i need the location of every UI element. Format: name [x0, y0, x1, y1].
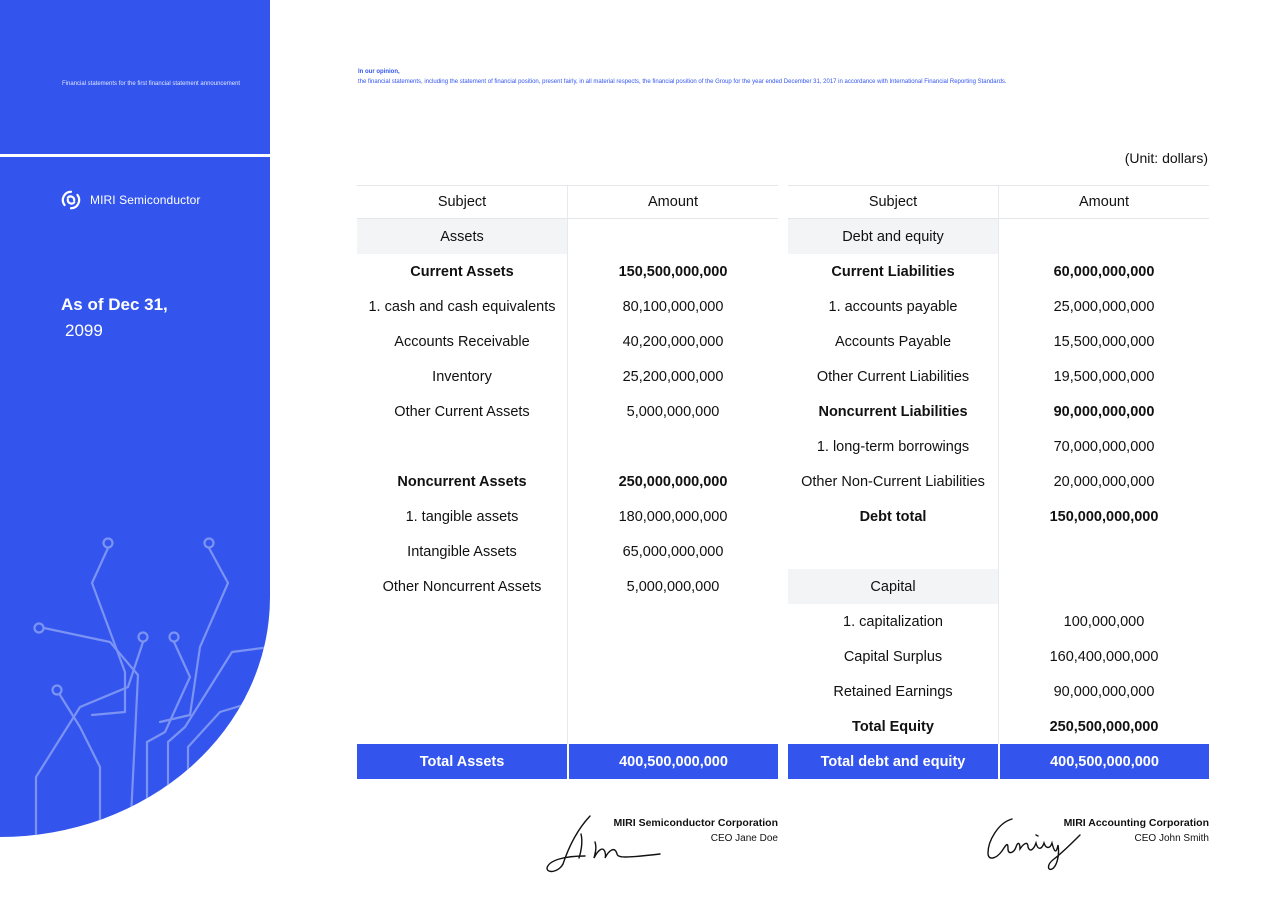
row-amount: 19,500,000,000	[998, 359, 1209, 394]
row-subject: Debt and equity	[788, 219, 998, 254]
table-row	[357, 394, 778, 429]
table-header-row	[357, 185, 778, 219]
row-amount	[567, 219, 778, 254]
row-amount: 25,000,000,000	[998, 289, 1209, 324]
row-amount: 80,100,000,000	[567, 289, 778, 324]
table-row	[357, 289, 778, 324]
signatory-name: CEO John Smith	[1134, 833, 1209, 844]
row-amount	[567, 709, 778, 744]
row-subject: Capital	[788, 569, 998, 604]
row-subject: Other Noncurrent Assets	[382, 578, 542, 595]
table-row	[357, 219, 778, 254]
row-subject: Capital Surplus	[843, 648, 943, 665]
table-row	[788, 219, 1209, 254]
row-amount: 15,500,000,000	[998, 324, 1209, 359]
row-amount: 150,000,000,000	[998, 499, 1209, 534]
signature-block-auditor	[990, 816, 1209, 846]
row-subject: Other Non-Current Liabilities	[801, 473, 985, 490]
table-row	[788, 709, 1209, 744]
row-subject: Current Liabilities	[831, 263, 955, 280]
row-amount: 100,000,000	[998, 604, 1209, 639]
sidebar-panel	[0, 157, 270, 837]
row-subject: Noncurrent Liabilities	[818, 403, 968, 420]
as-of-date	[61, 292, 168, 344]
row-subject: Assets	[357, 219, 567, 254]
row-amount: 250,000,000,000	[567, 464, 778, 499]
row-subject: Intangible Assets	[407, 543, 517, 560]
row-subject	[357, 429, 567, 464]
table-row	[357, 534, 778, 569]
row-subject: 1. accounts payable	[828, 298, 958, 315]
row-amount	[567, 674, 778, 709]
total-amount: 400,500,000,000	[567, 744, 778, 779]
row-amount	[998, 534, 1209, 569]
row-amount	[567, 639, 778, 674]
table-row	[357, 569, 778, 604]
total-debt-equity-row	[788, 744, 1209, 779]
as-of-label: As of Dec 31,	[61, 295, 168, 314]
row-amount: 150,500,000,000	[567, 254, 778, 289]
table-row	[788, 254, 1209, 289]
table-row	[357, 499, 778, 534]
signatory-organization: MIRI Accounting Corporation	[1063, 817, 1209, 829]
table-row	[788, 429, 1209, 464]
signatory-organization: MIRI Semiconductor Corporation	[613, 817, 778, 829]
row-amount	[998, 219, 1209, 254]
row-subject: Debt total	[859, 508, 927, 525]
table-row	[788, 534, 1209, 569]
row-amount	[998, 569, 1209, 604]
table-row	[788, 289, 1209, 324]
row-subject	[357, 639, 567, 674]
row-amount: 60,000,000,000	[998, 254, 1209, 289]
total-amount: 400,500,000,000	[998, 744, 1209, 779]
table-row	[788, 359, 1209, 394]
table-row	[788, 499, 1209, 534]
unit-label: (Unit: dollars)	[1124, 150, 1208, 166]
signature-block-company	[560, 816, 778, 846]
row-amount: 5,000,000,000	[567, 569, 778, 604]
row-subject: 1. capitalization	[843, 613, 943, 630]
table-row	[357, 604, 778, 639]
logo-mark-icon	[60, 189, 82, 211]
circuit-decoration-icon	[0, 537, 270, 837]
row-amount: 25,200,000,000	[567, 359, 778, 394]
company-logo	[60, 189, 201, 211]
row-amount: 180,000,000,000	[567, 499, 778, 534]
table-row	[357, 254, 778, 289]
row-subject: Retained Earnings	[833, 683, 953, 700]
table-row	[788, 604, 1209, 639]
row-subject: Inventory	[432, 368, 492, 385]
row-amount: 160,400,000,000	[998, 639, 1209, 674]
row-amount: 70,000,000,000	[998, 429, 1209, 464]
row-subject	[788, 534, 998, 569]
total-assets-row	[357, 744, 778, 779]
row-amount: 90,000,000,000	[998, 394, 1209, 429]
signatory-name: CEO Jane Doe	[710, 833, 778, 844]
row-amount: 250,500,000,000	[998, 709, 1209, 744]
row-subject: Accounts Payable	[834, 333, 952, 350]
table-row	[357, 464, 778, 499]
header-panel	[0, 0, 270, 154]
table-row	[357, 674, 778, 709]
audit-opinion	[358, 67, 1007, 87]
table-row	[357, 324, 778, 359]
column-header-amount: Amount	[567, 186, 778, 218]
row-subject: Current Assets	[410, 263, 514, 280]
table-row	[788, 639, 1209, 674]
company-name: MIRI Semiconductor	[90, 193, 201, 207]
row-subject	[357, 709, 567, 744]
table-row	[788, 464, 1209, 499]
table-row	[788, 674, 1209, 709]
row-amount: 40,200,000,000	[567, 324, 778, 359]
table-row	[357, 639, 778, 674]
row-subject: 1. long-term borrowings	[816, 438, 970, 455]
row-subject: Accounts Receivable	[394, 333, 530, 350]
row-subject: 1. tangible assets	[405, 508, 519, 525]
row-amount: 90,000,000,000	[998, 674, 1209, 709]
row-subject	[357, 674, 567, 709]
row-amount	[567, 429, 778, 464]
row-amount: 5,000,000,000	[567, 394, 778, 429]
row-subject	[357, 604, 567, 639]
opinion-body: the financial statements, including the statement of financial position, present fairly, in all material respects, the financial position of the Group for the year ended December 31, 2017 in accordance with International Financial Reporting Standards.	[358, 79, 1007, 85]
row-subject: Total Equity	[852, 718, 934, 735]
column-header-subject: Subject	[437, 194, 487, 210]
row-amount: 65,000,000,000	[567, 534, 778, 569]
row-amount	[567, 604, 778, 639]
table-row	[357, 709, 778, 744]
as-of-year: 2099	[65, 321, 103, 340]
total-label: Total debt and equity	[820, 753, 966, 770]
column-header-subject: Subject	[868, 194, 918, 210]
row-amount: 20,000,000,000	[998, 464, 1209, 499]
opinion-heading: In our opinion,	[358, 69, 400, 75]
row-subject: Other Current Liabilities	[816, 368, 970, 385]
table-row	[357, 359, 778, 394]
row-subject: Noncurrent Assets	[397, 473, 527, 490]
column-header-amount: Amount	[998, 186, 1209, 218]
debt-equity-table	[788, 185, 1209, 779]
total-label: Total Assets	[419, 753, 505, 770]
assets-table	[357, 185, 778, 779]
table-row	[788, 569, 1209, 604]
table-header-row	[788, 185, 1209, 219]
document-caption: Financial statements for the first financial statement announcement	[62, 81, 241, 87]
table-row	[788, 324, 1209, 359]
row-subject: 1. cash and cash equivalents	[368, 298, 556, 315]
row-subject: Other Current Assets	[394, 403, 530, 420]
table-row	[357, 429, 778, 464]
table-row	[788, 394, 1209, 429]
